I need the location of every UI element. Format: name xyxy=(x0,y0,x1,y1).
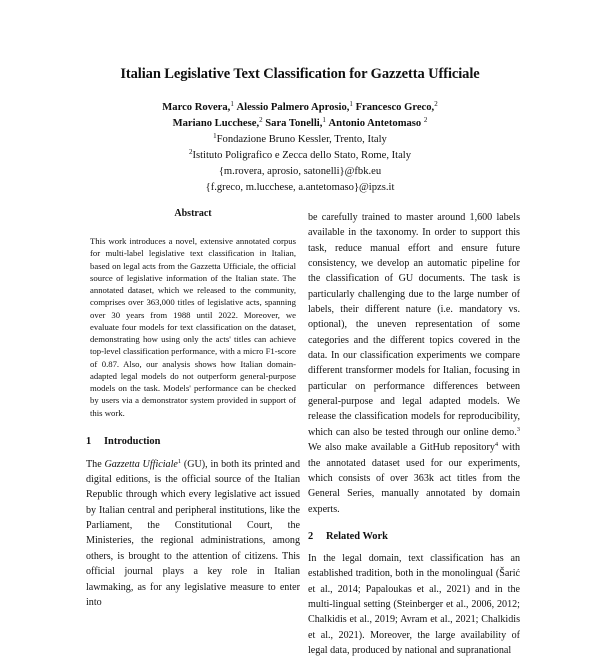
section-title: Related Work xyxy=(326,530,388,542)
abstract-heading: Abstract xyxy=(174,208,212,219)
author-name: Antonio Antetomaso xyxy=(328,118,422,129)
author-sup: 1 xyxy=(349,100,353,108)
left-column xyxy=(86,208,300,608)
paper-title: Italian Legislative Text Classification for Gazzetta Ufficiale xyxy=(120,66,480,82)
email-line-1: {m.rovera, aprosio, satonelli}@fbk.eu xyxy=(218,166,382,177)
author-sup: 1 xyxy=(230,100,234,108)
footnote-ref-3: 3 xyxy=(516,425,520,433)
author-name: Sara Tonelli, xyxy=(265,118,323,129)
intro-text-prefix: The xyxy=(86,458,105,470)
author-line-2 xyxy=(0,116,600,132)
introduction-paragraph xyxy=(86,457,300,610)
affiliation-text: Fondazione Bruno Kessler, Trento, Italy xyxy=(216,134,387,145)
author-name: Francesco Greco, xyxy=(355,102,435,113)
author-name: Alessio Palmero Aprosio, xyxy=(236,102,350,113)
affiliation-2 xyxy=(0,148,600,164)
right-text-a: be carefully trained to master around 1,600 labels available in the taxonomy. In order to support this task, reduce manual effort and ensure future consistency, we develop an automatic pipeline for the classification of GU documents. The task is particularly challenging due to the large number of labels, their different nature (i.e. mandatory vs. optional), the uneven representation of some categories and the different topics covered in the data. In our classification experiments we compare different transformer models for Italian, focusing in particular on performance differences between general-purpose and legal adapted models. We release the classification models for reproducibility, which can also be tested through our online demo. xyxy=(308,212,520,438)
author-sup: 2 xyxy=(259,116,263,124)
related-work-paragraph: In the legal domain, text classification has an established tradition, both in the monolingual (Šarić et al., 2014; Papaloukas et al., 2021) and in the multi-lingual setting (Steinberger et al., 2006, 2012; Chalkidis et al., 2019; Avram et al., 2021; Chalkidis et al., 2021). Moreover, the large availability of legal data, produced by national and supranational xyxy=(308,552,520,656)
introduction-heading xyxy=(86,436,300,447)
section-number: 2 xyxy=(308,530,314,542)
related-work-heading xyxy=(308,531,520,542)
right-text-b: We also make available a GitHub repository xyxy=(308,442,495,454)
section-number: 1 xyxy=(86,435,92,447)
author-sup: 2 xyxy=(434,100,438,108)
right-text-c: with the annotated dataset used for our experiments, which consists of over 363k act titles from the General Series, manually annotated by domain experts. xyxy=(308,442,520,515)
email-line-2: {f.greco, m.lucchese, a.antetomaso}@ipzs.it xyxy=(205,182,395,193)
author-block xyxy=(0,100,600,196)
author-line-1 xyxy=(0,100,600,116)
footnote-ref-1: 1 xyxy=(177,457,182,465)
affiliation-sup: 2 xyxy=(188,148,193,156)
abstract-text: This work introduces a novel, extensive annotated corpus for multi-label legislative text classification in Italian, based on legal acts from the Gazzetta Ufficiale, the official source of legislative information of the Italian state. The annotated dataset, which we released to the community, comprises over 363,000 titles of legislative acts, spanning over 30 years from 1988 until 2022. Moreover, we evaluate four models for text classification on the dataset, demonstrating how using only the acts' titles can achieve top-level classification performance, with a micro F1-score of 0.87. Also, our analysis shows how Italian domain-adapted legal models do not outperform general-purpose models on the task. Models' performance can be checked by users via a demonstrator system provided in support of this work. xyxy=(90,236,296,418)
right-column xyxy=(308,210,520,656)
intro-text-rest: (GU), in both its printed and digital editions, is the official source of the Italian Republic through which every legislative act issued by Italian central and peripheral institutions, like the Parliament, the Constitutional Court, the Ministeries, the regional administrations, among others, is brought to the attention of citizens. This official journal plays a key role in Italian lawmaking, as for any legislative measure to enter into xyxy=(86,458,300,608)
affiliation-text: Istituto Poligrafico e Zecca dello Stato, Rome, Italy xyxy=(192,150,412,161)
section-title: Introduction xyxy=(104,435,161,447)
author-name: Marco Rovera, xyxy=(162,102,231,113)
footnote-ref-4: 4 xyxy=(494,441,499,449)
gazzetta-italic: Gazzetta Ufficiale xyxy=(104,458,178,470)
author-sup: 1 xyxy=(322,116,326,124)
author-sup: 2 xyxy=(423,116,428,124)
author-name: Mariano Lucchese, xyxy=(172,118,260,129)
affiliation-sup: 1 xyxy=(213,132,217,140)
affiliation-1 xyxy=(0,132,600,148)
right-column-paragraph xyxy=(308,210,520,517)
